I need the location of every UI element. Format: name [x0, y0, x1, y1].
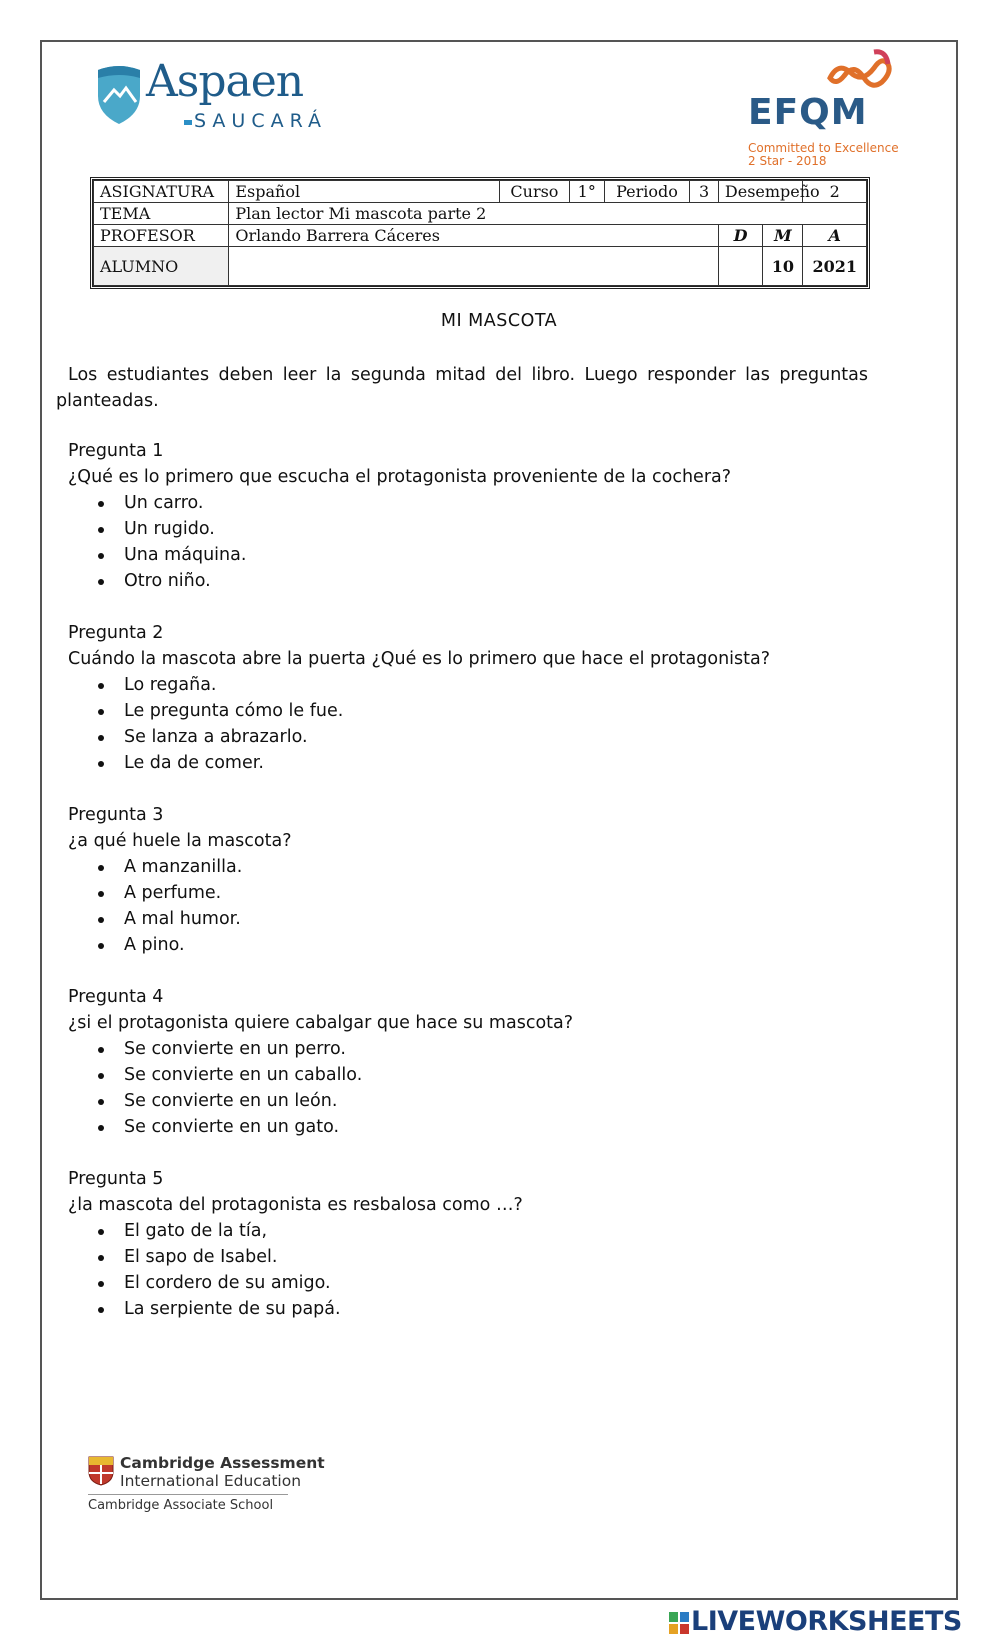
- aspaen-dot: [184, 120, 192, 125]
- question-block: [68, 802, 888, 958]
- answer-option[interactable]: El cordero de su amigo.: [124, 1270, 888, 1296]
- row-asignatura: [94, 181, 867, 203]
- question-block: [68, 620, 888, 776]
- option-list: [68, 490, 888, 594]
- aspaen-name: Aspaen: [146, 56, 304, 107]
- worksheet-page: [40, 40, 958, 1600]
- day-value: [718, 247, 762, 286]
- answer-option[interactable]: Se convierte en un gato.: [124, 1114, 888, 1140]
- curso-label: Curso: [500, 181, 570, 203]
- answer-option[interactable]: Se convierte en un caballo.: [124, 1062, 888, 1088]
- asignatura-value: Español: [229, 181, 500, 203]
- question-text: ¿a qué huele la mascota?: [68, 831, 292, 851]
- tema-label: TEMA: [94, 203, 229, 225]
- info-table: [90, 177, 870, 289]
- answer-option[interactable]: Le pregunta cómo le fue.: [124, 698, 888, 724]
- efqm-star-rating: 2 Star - 2018: [748, 154, 827, 168]
- answer-option[interactable]: A mal humor.: [124, 906, 888, 932]
- asignatura-label: ASIGNATURA: [94, 181, 229, 203]
- answer-option[interactable]: Le da de comer.: [124, 750, 888, 776]
- option-list: [68, 672, 888, 776]
- answer-option[interactable]: Lo regaña.: [124, 672, 888, 698]
- option-list: [68, 1036, 888, 1140]
- question-label: Pregunta 2: [68, 623, 164, 643]
- liveworksheets-badge[interactable]: [669, 1608, 969, 1638]
- answer-option[interactable]: Otro niño.: [124, 568, 888, 594]
- option-list: [68, 854, 888, 958]
- alumno-label: ALUMNO: [94, 247, 229, 286]
- periodo-value: 3: [690, 181, 719, 203]
- question-text: ¿si el protagonista quiere cabalgar que hace su mascota?: [68, 1013, 574, 1033]
- day-label: D: [718, 225, 762, 247]
- tema-value: Plan lector Mi mascota parte 2: [229, 203, 867, 225]
- profesor-label: PROFESOR: [94, 225, 229, 247]
- row-tema: [94, 203, 867, 225]
- alumno-field[interactable]: [229, 247, 719, 286]
- question-block: [68, 984, 888, 1140]
- answer-option[interactable]: El sapo de Isabel.: [124, 1244, 888, 1270]
- answer-option[interactable]: Se convierte en un perro.: [124, 1036, 888, 1062]
- aspaen-subtitle: SAUCARÁ: [194, 110, 328, 132]
- desempeno-label: Desempeño: [718, 181, 803, 203]
- answer-option[interactable]: Un carro.: [124, 490, 888, 516]
- answer-option[interactable]: Un rugido.: [124, 516, 888, 542]
- question-text: Cuándo la mascota abre la puerta ¿Qué es lo primero que hace el protagonista?: [68, 649, 771, 669]
- aspaen-logo: [94, 56, 364, 142]
- efqm-name: EFQM: [748, 92, 868, 133]
- question-label: Pregunta 1: [68, 441, 164, 461]
- cambridge-logo: [88, 1454, 325, 1518]
- efqm-logo: [748, 48, 908, 168]
- aspaen-shield-icon: [94, 62, 144, 126]
- cambridge-line-1: Cambridge Assessment: [120, 1454, 325, 1472]
- answer-option[interactable]: A manzanilla.: [124, 854, 888, 880]
- question-block: [68, 1166, 888, 1322]
- row-profesor: [94, 225, 867, 247]
- instructions: Los estudiantes deben leer la segunda mitad del libro. Luego responder las preguntas planteadas.: [56, 365, 868, 411]
- page-title: MI MASCOTA: [440, 311, 558, 331]
- question-label: Pregunta 4: [68, 987, 164, 1007]
- question-text: ¿la mascota del protagonista es resbalosa como …?: [68, 1195, 523, 1215]
- question-block: [68, 438, 888, 594]
- cambridge-line-2: International Education: [120, 1472, 302, 1490]
- liveworksheets-icon: [669, 1612, 689, 1634]
- year-value: 2021: [803, 247, 867, 286]
- cambridge-line-3: Cambridge Associate School: [88, 1498, 274, 1513]
- periodo-label: Periodo: [604, 181, 690, 203]
- profesor-value: Orlando Barrera Cáceres: [229, 225, 719, 247]
- question-text: ¿Qué es lo primero que escucha el protagonista proveniente de la cochera?: [68, 467, 732, 487]
- curso-value: 1°: [569, 181, 604, 203]
- answer-option[interactable]: Se convierte en un león.: [124, 1088, 888, 1114]
- row-alumno: [94, 247, 867, 286]
- answer-option[interactable]: Se lanza a abrazarlo.: [124, 724, 888, 750]
- answer-option[interactable]: La serpiente de su papá.: [124, 1296, 888, 1322]
- efqm-infinity-icon: [824, 48, 894, 94]
- answer-option[interactable]: El gato de la tía,: [124, 1218, 888, 1244]
- cambridge-divider: [88, 1494, 288, 1495]
- option-list: [68, 1218, 888, 1322]
- liveworksheets-text: LIVEWORKSHEETS: [691, 1606, 962, 1637]
- answer-option[interactable]: A perfume.: [124, 880, 888, 906]
- answer-option[interactable]: Una máquina.: [124, 542, 888, 568]
- efqm-tagline: Committed to Excellence: [748, 141, 899, 155]
- desempeno-value: 2: [803, 181, 867, 203]
- month-value: 10: [763, 247, 803, 286]
- answer-option[interactable]: A pino.: [124, 932, 888, 958]
- year-label: A: [803, 225, 867, 247]
- month-label: M: [763, 225, 803, 247]
- question-label: Pregunta 5: [68, 1169, 164, 1189]
- cambridge-shield-icon: [88, 1456, 114, 1486]
- question-label: Pregunta 3: [68, 805, 164, 825]
